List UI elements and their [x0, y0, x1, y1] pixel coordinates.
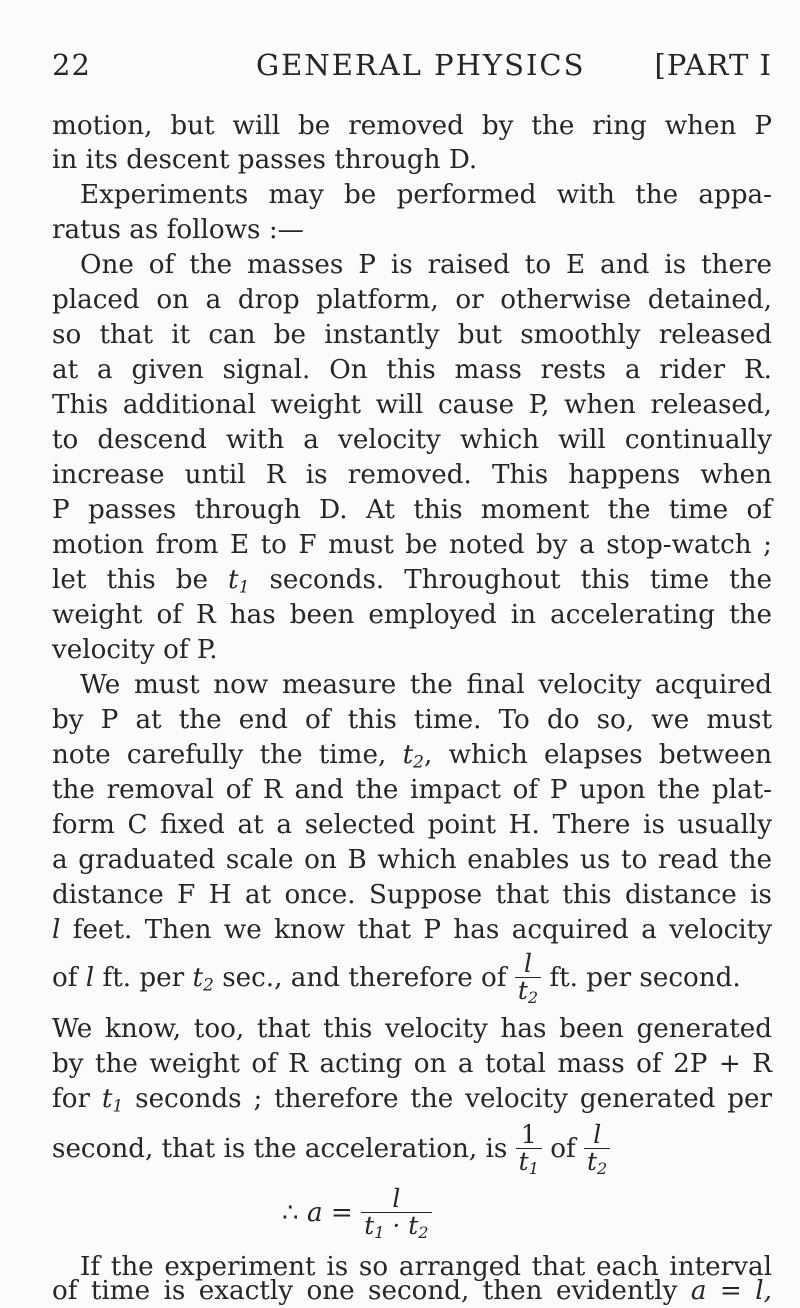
text-line: motion from E to F must be noted by a stop-watch ;	[52, 530, 772, 560]
text-span: ft. per	[102, 963, 185, 993]
text-line: by the weight of R acting on a total mass of 2P + R	[52, 1049, 772, 1079]
fraction-l-over-t2: $\frac{l}{t_2}$	[515, 951, 541, 1007]
text-line: This additional weight will cause P, when released,	[52, 390, 772, 420]
text-line: Experiments may be performed with the appa-	[80, 180, 772, 210]
text-line: We know, too, that this velocity has been generated	[52, 1014, 772, 1044]
text-line: so that it can be instantly but smoothly released	[52, 320, 772, 350]
text-span: for	[52, 1084, 90, 1114]
text-line: weight of R has been employed in accelerating the	[52, 600, 772, 630]
text-line: a graduated scale on B which enables us to read the	[52, 845, 772, 875]
text-line: in its descent passes through D.	[52, 145, 478, 175]
text-span: of time is exactly one second, then evidently	[52, 1276, 678, 1306]
text-span: second, that is the acceleration, is	[52, 1134, 508, 1164]
math-t1: $t_1$	[228, 565, 250, 598]
math-l: l	[52, 915, 61, 945]
fraction-1-over-t1: $\frac{1}{t_1}$	[516, 1122, 542, 1178]
text-line	[52, 913, 772, 947]
math-t1: $t_1$	[101, 1084, 124, 1117]
math-a-equals: a =	[307, 1198, 353, 1229]
math-t2: $t_2$	[192, 963, 214, 996]
text-line: We must now measure the final velocity acquired	[80, 670, 772, 700]
text-line: by P at the end of this time. To do so, we must	[52, 705, 772, 735]
math-l: l	[85, 963, 95, 993]
text-line: to descend with a velocity which will continually	[52, 425, 772, 455]
text-line: increase until R is removed. This happens when	[52, 460, 772, 490]
text-line: P passes through D. At this moment the time of	[52, 495, 772, 525]
text-span: note carefully the time,	[52, 740, 387, 770]
fraction-l-over-t2: $\frac{l}{t_2}$	[584, 1122, 610, 1178]
text-line: If the experiment is so arranged that each interval	[80, 1252, 772, 1282]
text-line: velocity of P.	[52, 635, 218, 665]
text-line: form C fixed at a selected point H. There is usually	[52, 810, 772, 840]
text-line: motion, but will be removed by the ring when P	[52, 111, 772, 141]
text-line: distance F H at once. Suppose that this distance is	[52, 880, 772, 910]
therefore-symbol: ∴	[282, 1198, 299, 1229]
math-t2: $t_2$	[402, 740, 424, 773]
fraction-l-over-t1t2: $\frac{l}{t_1 \cdot t_2}$	[361, 1186, 431, 1242]
text-line: the removal of R and the impact of P upon the plat-	[52, 775, 772, 805]
text-span: feet. Then we know that P has acquired a velocity	[72, 915, 772, 945]
part-label: [PART I	[654, 48, 772, 82]
text-span: ft. per second.	[549, 963, 741, 993]
running-header	[52, 48, 772, 88]
text-line: at a given signal. On this mass rests a rider R.	[52, 355, 772, 385]
text-span: seconds. Throughout this time the	[269, 565, 773, 595]
running-title: GENERAL PHYSICS	[256, 48, 586, 82]
text-line: One of the masses P is raised to E and is there	[80, 250, 772, 280]
text-span: let this be	[52, 565, 208, 595]
text-line	[52, 948, 772, 1008]
text-line: placed on a drop platform, or otherwise detained,	[52, 285, 772, 315]
text-span: sec., and therefore of	[222, 963, 507, 993]
math-a-equals-l: a = l,	[690, 1276, 772, 1306]
text-span: of	[52, 963, 78, 993]
page-number: 22	[52, 48, 91, 82]
acceleration-equation	[282, 1186, 432, 1242]
text-span: of	[550, 1134, 576, 1164]
text-span: seconds ; therefore the velocity generated per	[135, 1084, 773, 1114]
text-line: ratus as follows :—	[52, 215, 304, 245]
text-span: , which elapses between	[423, 740, 772, 770]
text-line	[52, 1118, 772, 1180]
text-line	[52, 1274, 772, 1308]
